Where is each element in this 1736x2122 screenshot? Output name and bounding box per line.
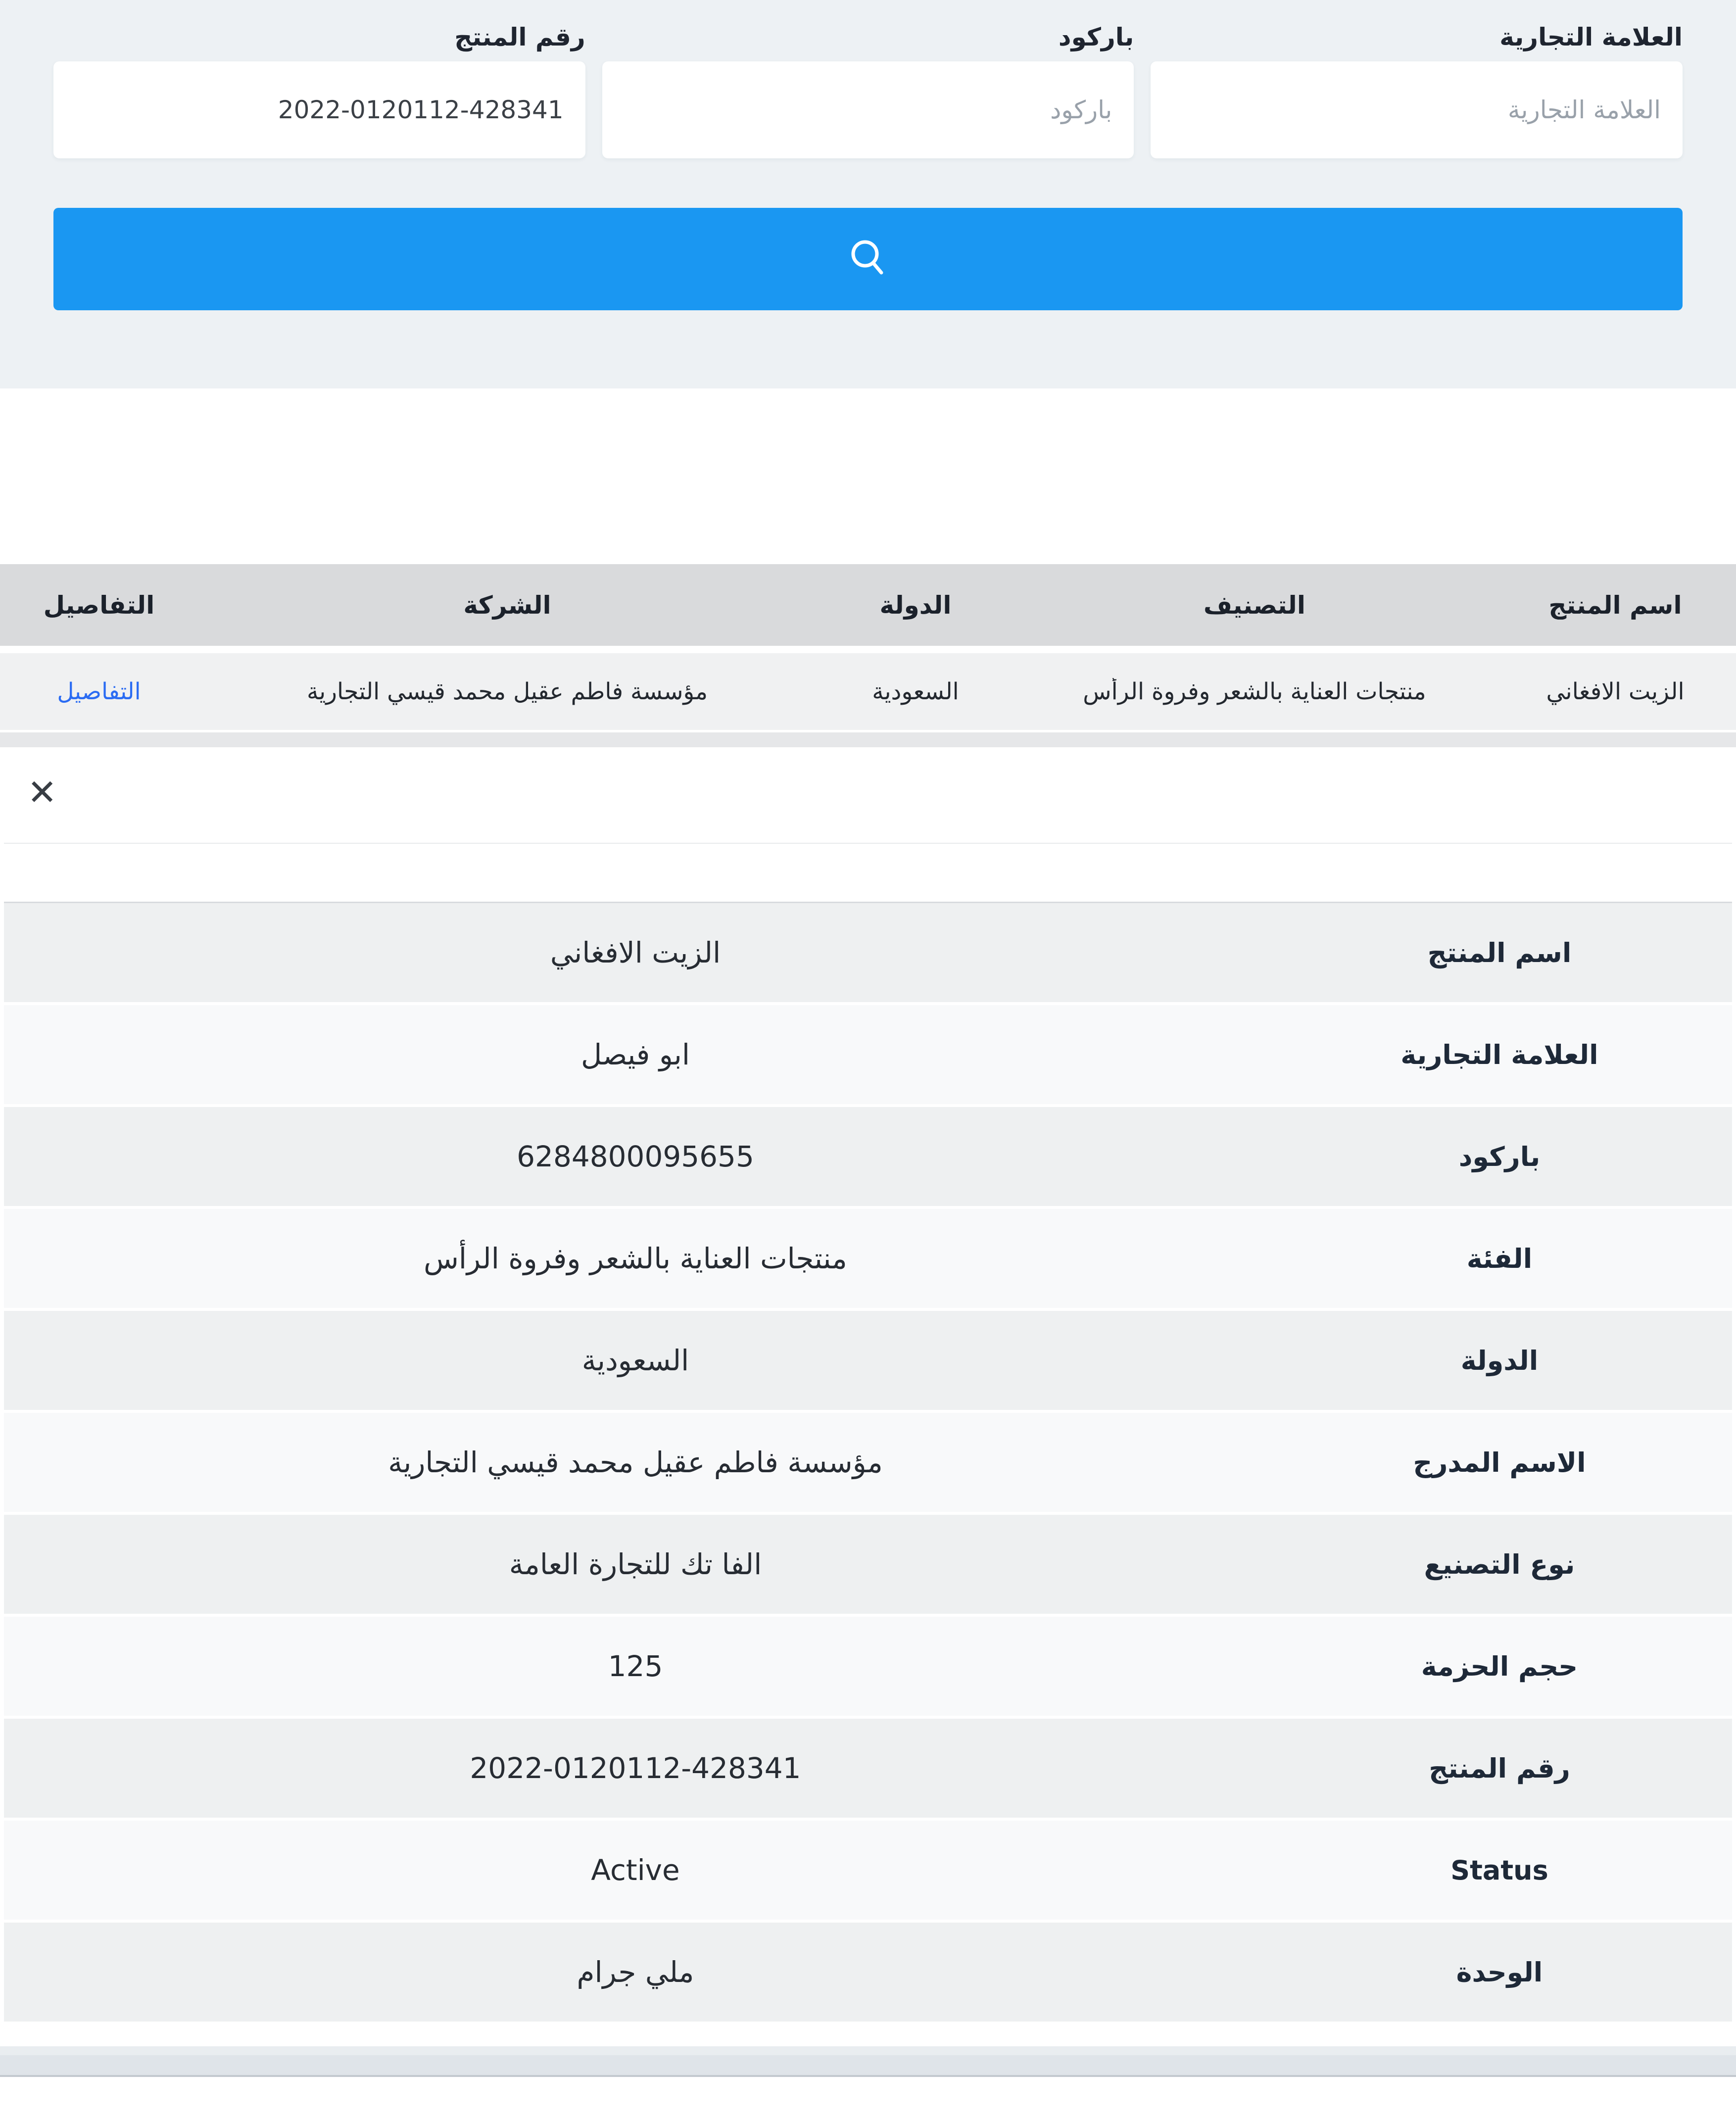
field-trademark	[1151, 21, 1683, 158]
detail-value: منتجات العناية بالشعر وفروة الرأس	[424, 1242, 847, 1275]
detail-value: مؤسسة فاطم عقيل محمد قيسي التجارية	[388, 1446, 883, 1479]
header-country: الدولة	[879, 590, 952, 620]
barcode-input[interactable]	[602, 61, 1134, 158]
detail-row-pack-size	[4, 1617, 1732, 1719]
product-number-input[interactable]	[53, 61, 585, 158]
header-details: التفاصيل	[43, 590, 155, 620]
detail-row-country	[4, 1311, 1732, 1413]
results-table	[0, 564, 1736, 747]
trademark-label: العلامة التجارية	[1499, 23, 1683, 51]
detail-value: الفا تك للتجارة العامة	[509, 1547, 762, 1581]
search-icon	[845, 235, 892, 284]
detail-row-unit	[4, 1923, 1732, 2025]
field-product-number	[53, 21, 585, 158]
detail-label: اسم المنتج	[1427, 937, 1572, 968]
detail-label: Status	[1450, 1854, 1548, 1886]
detail-row-product-number	[4, 1719, 1732, 1821]
detail-row-manufacturing-type	[4, 1515, 1732, 1617]
detail-label: الاسم المدرج	[1413, 1447, 1586, 1478]
detail-row-barcode	[4, 1107, 1732, 1209]
trademark-input[interactable]	[1151, 61, 1683, 158]
product-number-label: رقم المنتج	[454, 23, 585, 51]
header-category: التصنيف	[1204, 590, 1305, 620]
results-table-header	[0, 564, 1736, 646]
row-country: السعودية	[872, 678, 959, 705]
details-panel	[4, 843, 1732, 2025]
detail-row-product-name	[4, 903, 1732, 1005]
row-product-name: الزيت الافغاني	[1546, 678, 1685, 705]
detail-row-listed-name	[4, 1413, 1732, 1515]
search-fields-row	[53, 21, 1683, 158]
detail-row-status	[4, 1821, 1732, 1923]
bottom-strip	[0, 2046, 1736, 2077]
header-product-name: اسم المنتج	[1548, 590, 1682, 620]
detail-value: 125	[608, 1649, 663, 1683]
field-barcode	[602, 21, 1134, 158]
search-form-section	[0, 0, 1736, 388]
details-link[interactable]: التفاصيل	[57, 678, 141, 705]
detail-row-trademark	[4, 1005, 1732, 1107]
close-icon[interactable]: ✕	[27, 772, 57, 813]
detail-value: 2022-0120112-428341	[470, 1751, 801, 1785]
details-panel-header	[4, 844, 1732, 903]
detail-value: ابو فيصل	[580, 1038, 690, 1071]
detail-value: الزيت الافغاني	[550, 936, 721, 969]
detail-label: باركود	[1458, 1141, 1541, 1172]
barcode-label: باركود	[1058, 23, 1134, 51]
detail-label: رقم المنتج	[1429, 1752, 1570, 1784]
detail-row-category	[4, 1209, 1732, 1311]
detail-value: Active	[591, 1853, 680, 1887]
detail-label: الوحدة	[1456, 1956, 1543, 1988]
row-category: منتجات العناية بالشعر وفروة الرأس	[1083, 678, 1426, 705]
detail-label: نوع التصنيع	[1424, 1548, 1575, 1580]
detail-value: ملي جرام	[577, 1955, 694, 1989]
detail-label: الدولة	[1460, 1345, 1539, 1376]
header-company: الشركة	[463, 590, 551, 620]
detail-value: السعودية	[581, 1344, 689, 1377]
row-company: مؤسسة فاطم عقيل محمد قيسي التجارية	[306, 678, 708, 705]
detail-value: 6284800095655	[517, 1140, 754, 1173]
detail-label: العلامة التجارية	[1400, 1039, 1598, 1070]
search-button[interactable]	[53, 208, 1683, 310]
table-footer-strip	[0, 732, 1736, 747]
detail-label: حجم الحزمة	[1421, 1650, 1578, 1682]
detail-label: الفئة	[1466, 1243, 1533, 1274]
table-row	[0, 653, 1736, 730]
